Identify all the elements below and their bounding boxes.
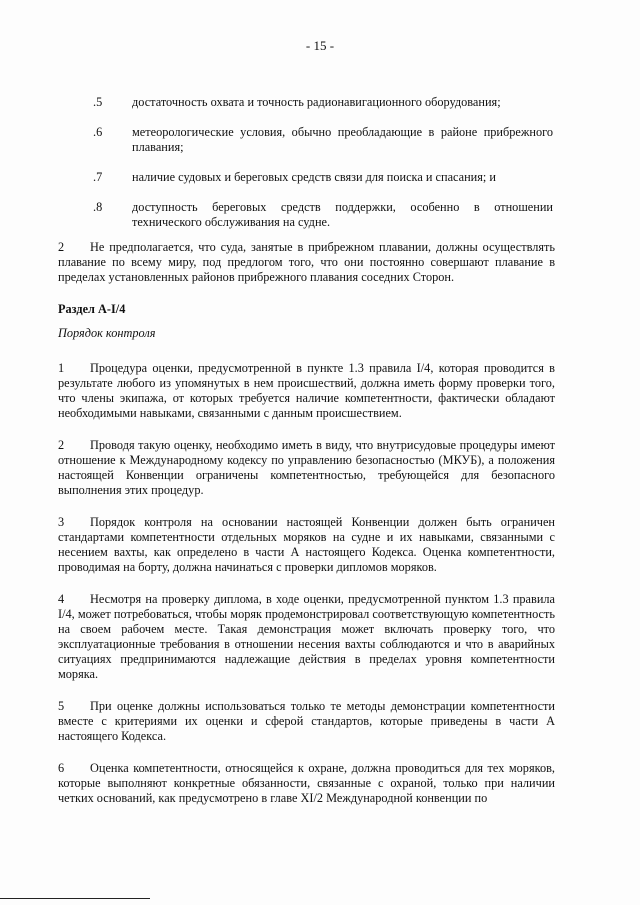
section-subtitle: Порядок контроля	[58, 326, 156, 340]
list-item	[93, 200, 553, 230]
list-item	[93, 125, 553, 155]
paragraph	[58, 592, 555, 682]
enumerated-list	[93, 95, 553, 245]
paragraph	[58, 761, 555, 806]
section-title: Раздел А-I/4	[58, 302, 126, 316]
list-item-text: метеорологические условия, обычно преобладающие в районе прибрежного плавания;	[132, 125, 553, 154]
paragraph-number: 6	[58, 761, 65, 775]
paragraph-text: При оценке должны использоваться только те методы демонстрации компетентности вместе с критериями их оценки и сферой стандартов, которые приведены в части А настоящего Кодекса.	[58, 699, 555, 743]
paragraph-text: Процедура оценки, предусмотренной в пункте 1.3 правила I/4, которая проводится в результате любого из упомянутых в нем происшествий, должна иметь форму проверки того, что члены экипажа, от которых требуется наличие компетентности, фактически обладают необходимыми навыками, связанными с данным происшествием.	[58, 361, 555, 420]
paragraph-text: Порядок контроля на основании настоящей Конвенции должен быть ограничен стандартами компетентности отдельных моряков на судне и их навыками, связанными с несением вахты, как определено в части А настоящего Кодекса. Оценка компетентности, проводимая на борту, должна начинаться с проверки дипломов моряков.	[58, 515, 555, 574]
footnote-divider	[0, 898, 150, 899]
list-item-text: достаточность охвата и точность радионавигационного оборудования;	[132, 95, 501, 109]
paragraph	[58, 240, 555, 285]
paragraph	[58, 438, 555, 498]
list-item-number: .7	[93, 170, 103, 184]
paragraph-number: 3	[58, 515, 65, 529]
paragraph-text: Оценка компетентности, относящейся к охране, должна проводиться для тех моряков, которые выполняют конкретные обязанности, связанные с охраной, только при наличии четких оснований, как предусмотрено в главе XI/2 Международной конвенции по	[58, 761, 555, 805]
paragraph-text: Не предполагается, что суда, занятые в прибрежном плавании, должны осуществлять плавание по всему миру, под предлогом того, что они постоянно совершают плавание в пределах установленных районов прибрежного плавания соседних Сторон.	[58, 240, 555, 284]
list-item-number: .6	[93, 125, 103, 139]
list-item-number: .8	[93, 200, 103, 214]
list-item-number: .5	[93, 95, 103, 109]
main-text	[58, 240, 555, 823]
paragraph	[58, 515, 555, 575]
paragraph	[58, 699, 555, 744]
page-number: - 15 -	[305, 38, 335, 53]
paragraph-number: 5	[58, 699, 65, 713]
paragraph-number: 4	[58, 592, 65, 606]
paragraph-text: Проводя такую оценку, необходимо иметь в виду, что внутрисудовые процедуры имеют отношение к Международному кодексу по управлению безопасностью (МКУБ), а положения настоящей Конвенции ограничены компетентностью, требующейся для безопасного выполнения этих процедур.	[58, 438, 555, 497]
paragraph-text: Несмотря на проверку диплома, в ходе оценки, предусмотренной пунктом 1.3 правила I/4, может потребоваться, чтобы моряк продемонстрировал соответствующую компетентность на своем рабочем месте. Такая демонстрация может включать проверку того, что эксплуатационные требования в отношении несения вахты соблюдаются и что в аварийных ситуациях предпринимаются надлежащие действия в пределах уровня компетентности моряка.	[58, 592, 555, 681]
paragraph-number: 1	[58, 361, 65, 375]
paragraph-number: 2	[58, 240, 65, 254]
paragraph	[58, 361, 555, 421]
list-item-text: наличие судовых и береговых средств связи для поиска и спасания; и	[132, 170, 496, 184]
paragraph-number: 2	[58, 438, 65, 452]
list-item	[93, 170, 553, 185]
list-item	[93, 95, 553, 110]
list-item-text: доступность береговых средств поддержки, особенно в отношении технического обслуживания на судне.	[132, 200, 553, 229]
